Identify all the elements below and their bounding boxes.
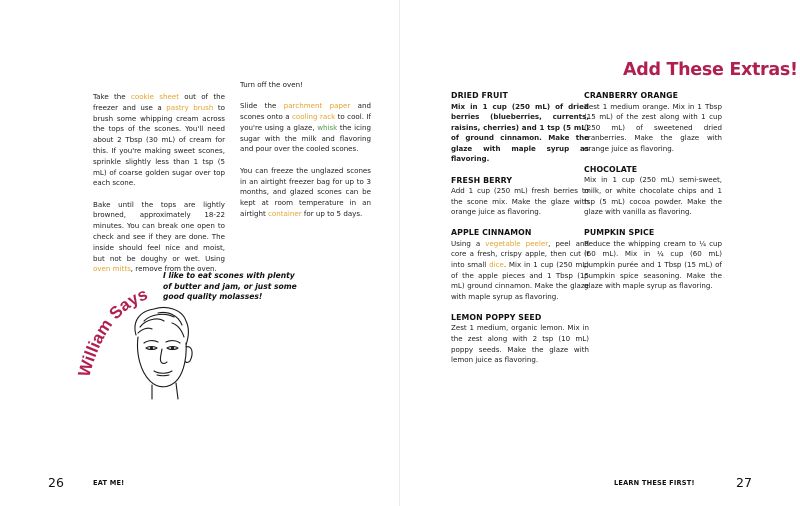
step-brush-cream: Take the cookie sheet out of the freezer and use a pastry brush to brush some whipping cream across the tops of the scones. You'll need about 2 Tbsp (30 mL) of cream for this. If you're making sweet scones, sprinkle slightly less than 1 tsp (5 mL) of coarse golden sugar over top each scone. bbox=[93, 92, 225, 188]
william-portrait bbox=[135, 308, 192, 400]
glossary-term-oven-mitts: oven mitts bbox=[93, 264, 131, 274]
running-head-right: LEARN THESE FIRST! bbox=[614, 479, 695, 487]
extra-lemon-poppy-seed bbox=[451, 313, 589, 366]
extra-text: Zest 1 medium, organic lemon. Mix in the zest along with 2 tsp (10 mL) poppy seeds. Make the glaze with lemon juice as flavoring. bbox=[451, 323, 589, 365]
extra-text: Zest 1 medium orange. Mix in 1 Tbsp (15 mL) of the zest along with 1 cup (250 mL) of sweetened dried cranberries. Make the glaze with orange juice as flavoring. bbox=[584, 101, 722, 153]
extra-dried-fruit bbox=[451, 91, 589, 165]
extra-title: CHOCOLATE bbox=[584, 164, 638, 174]
page-number-right: 27 bbox=[736, 475, 752, 490]
glossary-term-container: container bbox=[268, 208, 302, 218]
extra-title: CRANBERRY ORANGE bbox=[584, 91, 679, 100]
william-quote: I like to eat scones with plenty of butter and jam, or just some good quality molasses! bbox=[163, 271, 297, 302]
extra-title: FRESH BERRY bbox=[451, 175, 513, 185]
extra-text: Add 1 cup (250 mL) fresh berries to the scone mix. Make the glaze with orange juice as flavoring. bbox=[451, 186, 589, 217]
glossary-term-dice: dice bbox=[489, 260, 504, 270]
step-storage: You can freeze the unglazed scones in an airtight freezer bag for up to 3 months, and glazed scones can be kept at room temperature in an airtight container for up to 5 days. bbox=[240, 165, 371, 218]
extra-apple-cinnamon bbox=[451, 228, 589, 302]
extra-chocolate bbox=[584, 165, 722, 218]
extras-column-2 bbox=[584, 91, 722, 302]
extra-pumpkin-spice bbox=[584, 228, 722, 291]
extra-text: Using a vegetable peeler, peel and core a fresh, crispy apple, then cut it into small dice. Mix in 1 cup (250 mL) of the apple pieces and 1 Tbsp (15 mL) ground cinnamon. Make the glaze with maple syrup as flavoring. bbox=[451, 238, 590, 301]
step-bake: Bake until the tops are lightly browned, approximately 18-22 minutes. You can break one open to check and see if they are done. The inside should feel nice and moist, but not be doughy or wet. Using oven mitts, remove from the oven. bbox=[93, 199, 225, 274]
extra-title: APPLE CINNAMON bbox=[451, 228, 532, 238]
glossary-term-pastry-brush: pastry brush bbox=[166, 102, 214, 112]
glossary-term-parchment-paper: parchment paper bbox=[283, 101, 351, 111]
instructions-column-1 bbox=[93, 92, 225, 286]
extra-cranberry-orange bbox=[584, 91, 722, 154]
step-cool-glaze: Slide the parchment paper and scones onto a cooling rack to cool. If you're using a glaze, whisk the icing sugar with the milk and flavoring and pour over the cooled scones. bbox=[240, 101, 371, 154]
page-number-left: 26 bbox=[48, 475, 64, 490]
glossary-term-cookie-sheet: cookie sheet bbox=[130, 92, 179, 101]
extra-text: Mix in 1 cup (250 mL) semi-sweet, milk, or white chocolate chips and 1 tsp (5 mL) cocoa powder. Make the glaze with vanilla as flavoring. bbox=[584, 175, 722, 217]
extra-title: LEMON POPPY SEED bbox=[451, 312, 542, 322]
extra-title: DRIED FRUIT bbox=[451, 91, 508, 100]
extras-heading: Add These Extras! bbox=[623, 60, 798, 80]
glossary-term-whisk: whisk bbox=[317, 122, 338, 132]
extra-title: PUMPKIN SPICE bbox=[584, 228, 655, 238]
glossary-term-cooling-rack: cooling rack bbox=[292, 112, 336, 122]
extras-column-1 bbox=[451, 91, 589, 376]
extra-text: Mix in 1 cup (250 mL) of dried berries (blueberries, currents, raisins, cherries) and 1 tsp (5 mL) of ground cinnamon. Make the glaze with maple syrup as flavoring. bbox=[451, 101, 589, 164]
glossary-term-vegetable-peeler: vegetable peeler bbox=[485, 238, 549, 248]
step-turn-off-oven: Turn off the oven! bbox=[240, 80, 303, 89]
extra-text: Reduce the whipping cream to ¼ cup (60 mL). Mix in ¼ cup (60 mL) pumpkin purée and 1 Tbsp (15 mL) of pumpkin spice seasoning. Make the glaze with maple syrup as flavoring. bbox=[584, 238, 722, 291]
instructions-column-2 bbox=[240, 80, 371, 230]
william-says-label: William Says bbox=[74, 284, 151, 379]
running-head-left: EAT ME! bbox=[93, 479, 125, 487]
extra-fresh-berry bbox=[451, 176, 589, 218]
